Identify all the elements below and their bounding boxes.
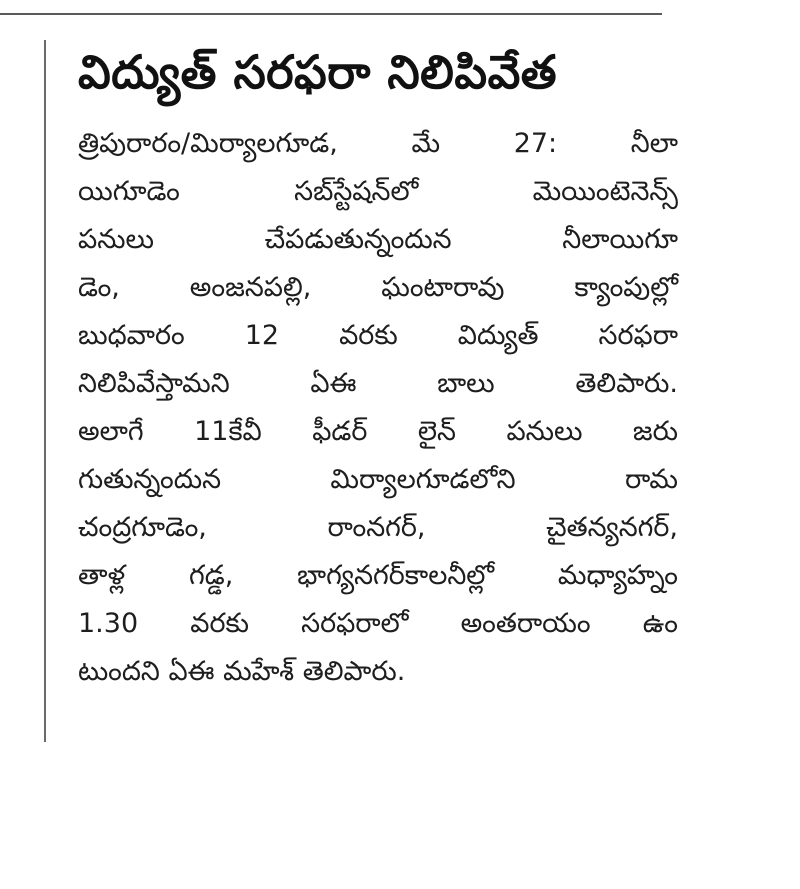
article-line: త్రిపురారం/మిర్యాలగూడ, మే 27: నీలా xyxy=(78,128,678,159)
article-line: నిలిపివేస్తామని ఏఈ బాలు తెలిపారు. xyxy=(78,368,678,399)
article-line: గుతున్నందున మిర్యాలగూడలోని రామ xyxy=(78,464,678,495)
article-line: 1.30 వరకు సరఫరాలో అంతరాయం ఉం xyxy=(78,608,678,639)
article-line: బుధవారం 12 వరకు విద్యుత్ సరఫరా xyxy=(78,320,678,351)
column-divider xyxy=(44,40,46,742)
article-headline: విద్యుత్ సరఫరా నిలిపివేత xyxy=(78,45,558,99)
article-body xyxy=(78,120,678,696)
article-line: టుందని ఏఈ మహేశ్ తెలిపారు. xyxy=(78,656,406,687)
article-line: అలాగే 11కేవీ ఫీడర్ లైన్ పనులు జరు xyxy=(78,416,678,447)
article-line: డెం, అంజనపల్లి, ఘంటారావు క్యాంపుల్లో xyxy=(78,272,678,303)
article-line: తాళ్ల గడ్డ, భాగ్యనగర్‌కాలనీల్లో మధ్యాహ్నం xyxy=(78,560,678,591)
article-line: చంద్రగూడెం, రాంనగర్, చైతన్యనగర్, xyxy=(78,512,678,543)
top-divider xyxy=(0,13,662,15)
article-line: పనులు చేపడుతున్నందున నీలాయిగూ xyxy=(78,224,678,255)
article-line: యిగూడెం సబ్‌స్టేషన్‌లో మెయింటెనెన్స్ xyxy=(78,176,678,207)
